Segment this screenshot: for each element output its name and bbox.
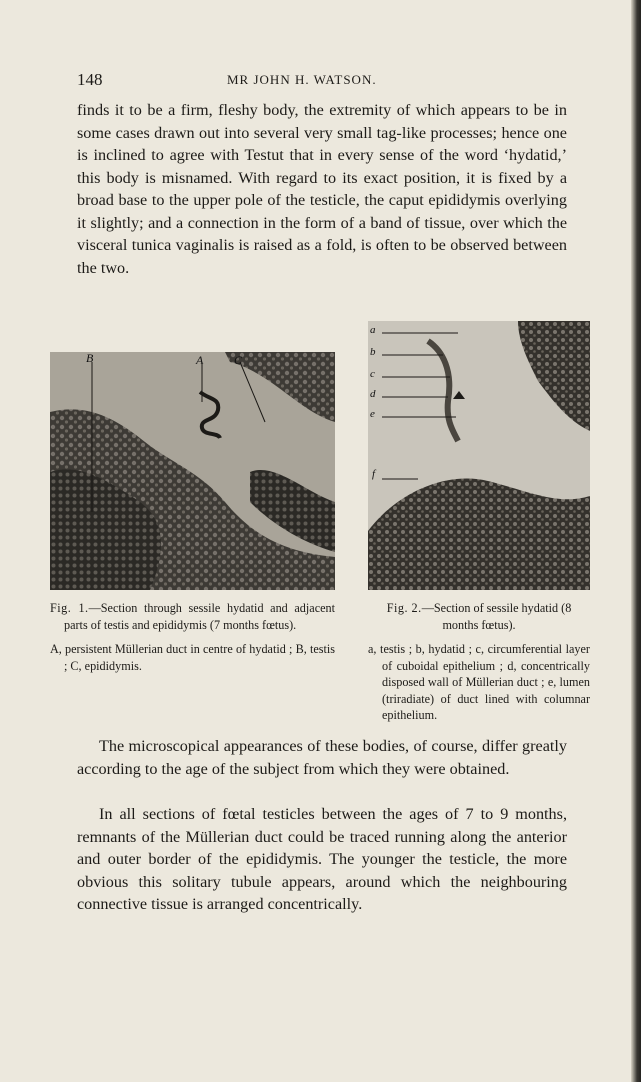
page-number: 148 bbox=[77, 70, 103, 89]
fig2-label-f: f bbox=[372, 468, 376, 480]
fig2-label-d: d bbox=[370, 388, 376, 400]
fig1-label-a: A bbox=[196, 353, 204, 367]
figure-1-caption-title bbox=[50, 600, 335, 633]
figure-1-caption-label: Fig. 1. bbox=[50, 601, 89, 615]
figure-1-caption-title-text: —Section through sessile hydatid and adjacent parts of testis and epididymis (7 months fœtus). bbox=[64, 601, 335, 632]
figure-2-micrograph bbox=[368, 321, 590, 590]
book-spine-edge bbox=[631, 0, 641, 1082]
paragraph-2: The microscopical appearances of these bodies, of course, differ greatly according to the age of the subject from which they were obtained. bbox=[77, 737, 567, 778]
fig1-label-b: B bbox=[86, 352, 94, 365]
fig2-label-c: c bbox=[370, 368, 375, 380]
figure-2-caption-title bbox=[368, 600, 590, 633]
figure-2-caption-title-text: —Section of sessile hydatid (8 months fœtus). bbox=[421, 601, 572, 632]
figure-2-caption-label: Fig. 2. bbox=[386, 601, 422, 615]
figure-2-caption-body: a, testis ; b, hydatid ; c, circumferential layer of cuboidal epithelium ; d, concentrically disposed wall of Müllerian duct ; e, lumen (triradiate) of duct lined with columnar epithelium. bbox=[368, 642, 590, 722]
figure-1-caption-body: A, persistent Müllerian duct in centre of hydatid ; B, testis ; C, epididymis. bbox=[50, 642, 335, 673]
figure-1-image bbox=[50, 352, 335, 590]
paragraph-3: In all sections of fœtal testicles between the ages of 7 to 9 months, remnants of the Müllerian duct could be traced running along the anterior and outer border of the epididymis. The younger the testicle, the more obvious this solitary tubule appears, around which the neighbouring connective tissue is arranged concentrically. bbox=[77, 805, 567, 913]
fig1-label-c: C bbox=[234, 353, 243, 367]
paragraph-1: finds it to be a firm, fleshy body, the extremity of which appears to be in some cases drawn out into several very small tag-like processes; hence one is inclined to agree with Testut that in every sense of the word ‘hydatid,’ this body is misnamed. With regard to its exact position, it is fixed by a broad base to the upper pole of the testicle, the caput epididymis overlying it slightly; and a connection in the form of a band of tissue, over which the visceral tunica vaginalis is raised as a fold, is often to be observed between the two. bbox=[77, 101, 567, 277]
fig2-label-b: b bbox=[370, 346, 376, 358]
figure-1-micrograph bbox=[50, 352, 335, 590]
figure-1-caption bbox=[50, 600, 335, 674]
page-header bbox=[77, 70, 567, 92]
fig2-label-a: a bbox=[370, 324, 376, 336]
running-head: MR JOHN H. WATSON. bbox=[227, 72, 377, 87]
figure-2-caption bbox=[368, 600, 590, 724]
fig2-label-e: e bbox=[370, 408, 375, 420]
figure-2-image bbox=[368, 321, 590, 590]
